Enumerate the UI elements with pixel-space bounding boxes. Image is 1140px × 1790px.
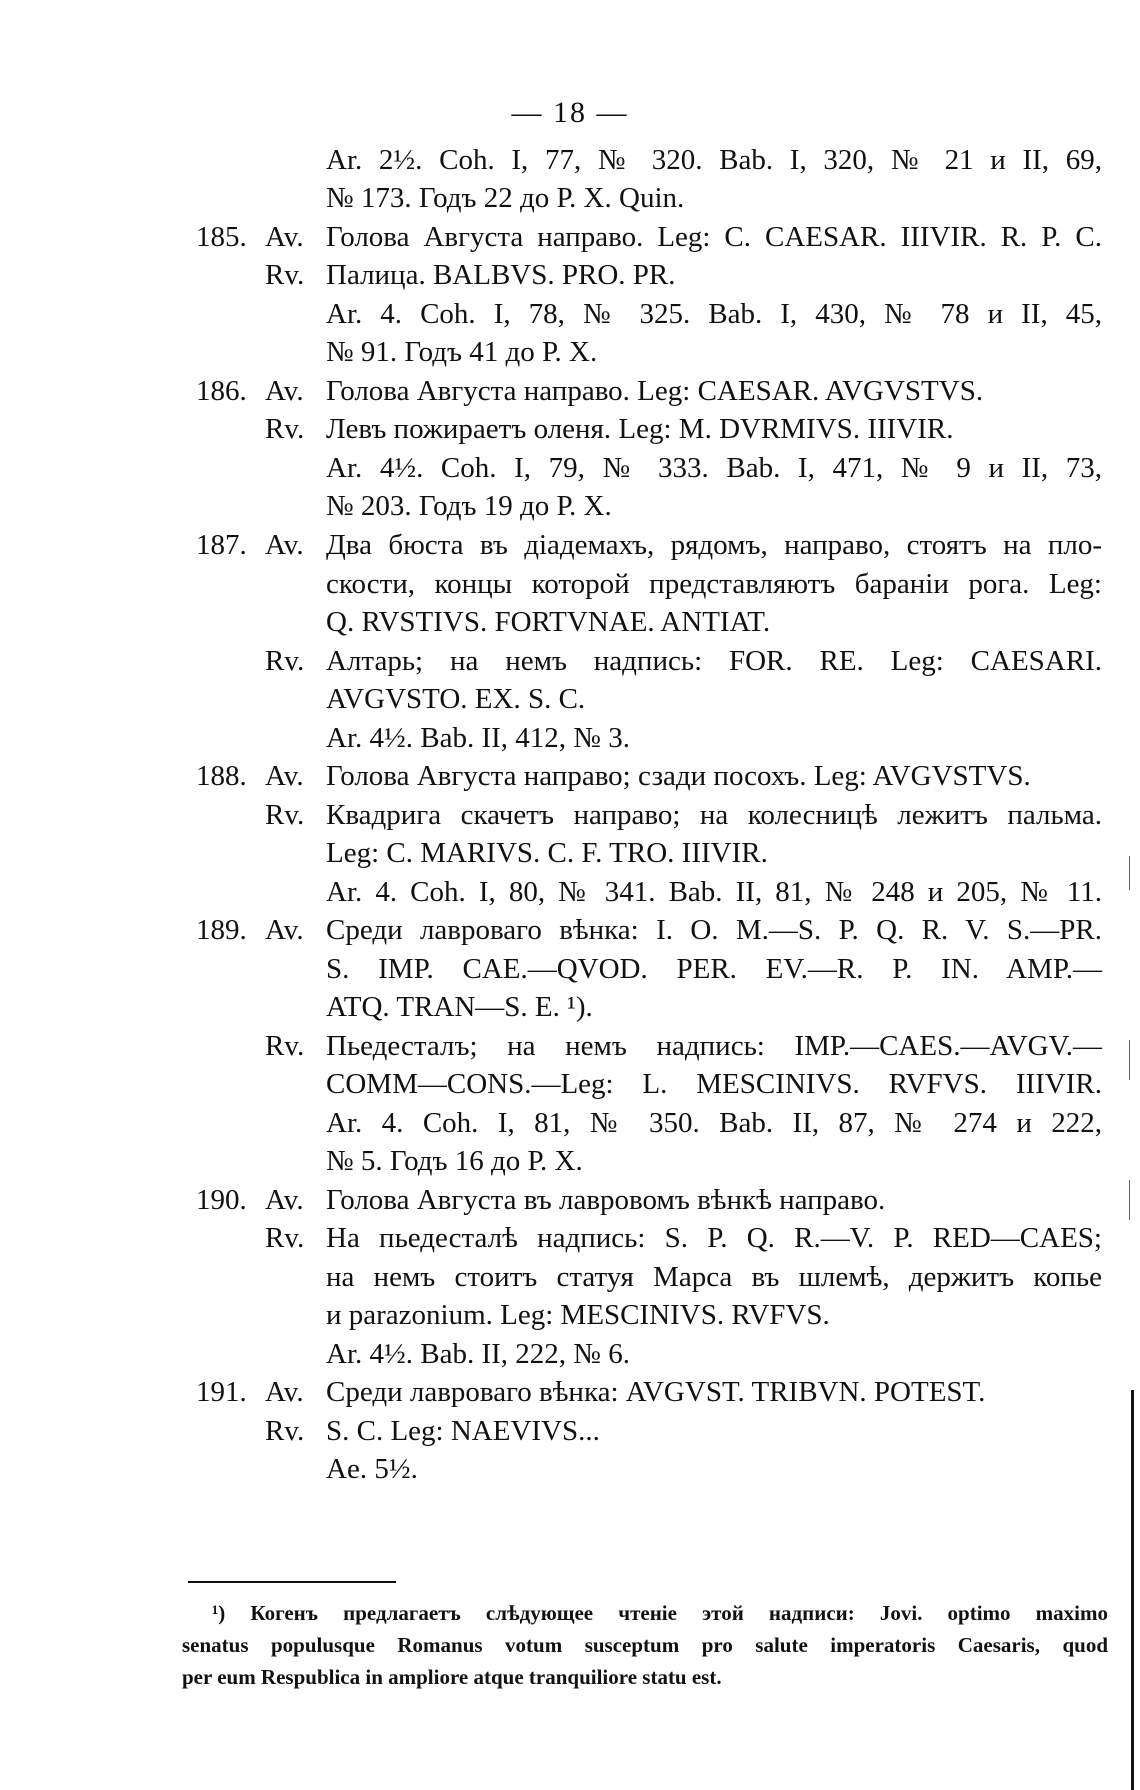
text-line: Среди лавроваго вѣнка: AVGVST. TRIBVN. POTEST. [326, 1376, 986, 1408]
text-line: Ae. 5½. [326, 1453, 418, 1485]
side-label: Rv. [265, 1030, 305, 1062]
entry-number: 189. [196, 914, 247, 946]
footnote-line: ¹) Когенъ предлагаетъ слѣдующее чтеніе этой надписи: Jovi. optimo maximo [212, 1601, 1108, 1625]
text-line: и parazonium. Leg: MESCINIVS. RVFVS. [326, 1299, 830, 1331]
page-edge-mark [1129, 1180, 1130, 1220]
text-line: Голова Августа направо. Leg: C. CAESAR. IIIVIR. R. P. C. [326, 221, 1102, 253]
text-line: Q. RVSTIVS. FORTVNAE. ANTIAT. [326, 606, 771, 638]
side-label: Av. [265, 375, 304, 407]
text-line: № 203. Годъ 19 до Р. X. [326, 490, 612, 522]
side-label: Rv. [265, 413, 305, 445]
footnote-rule [188, 1581, 396, 1583]
entry-number: 185. [196, 221, 247, 253]
text-line: S. IMP. CAE.—QVOD. PER. EV.—R. P. IN. AMP.— [326, 953, 1102, 985]
text-line: Ar. 4½. Bab. II, 222, № 6. [326, 1338, 630, 1370]
text-line: Алтарь; на немъ надпись: FOR. RE. Leg: CAESARI. [326, 645, 1102, 677]
side-label: Av. [265, 529, 304, 561]
text-line: Два бюста въ діадемахъ, рядомъ, направо, стоятъ на пло- [326, 529, 1102, 561]
text-line: № 5. Годъ 16 до Р. X. [326, 1145, 583, 1177]
text-line: Голова Августа направо; сзади посохъ. Leg: AVGVSTVS. [326, 760, 1031, 792]
text-line: Пьедесталъ; на немъ надпись: IMP.—CAES.—AVGV.— [326, 1030, 1102, 1062]
text-line: Среди лавроваго вѣнка: I. O. M.—S. P. Q. R. V. S.—PR. [326, 914, 1102, 946]
side-label: Av. [265, 914, 304, 946]
text-line: Палица. BALBVS. PRO. PR. [326, 259, 676, 291]
page-number: — 18 — [511, 96, 629, 129]
text-line: COMM—CONS.—Leg: L. MESCINIVS. RVFVS. IIIVIR. [326, 1068, 1102, 1100]
text-line: Квадрига скачетъ направо; на колесницѣ лежитъ пальма. [326, 799, 1102, 831]
text-line: На пьедесталѣ надпись: S. P. Q. R.—V. P. RED—CAES; [326, 1222, 1102, 1254]
side-label: Rv. [265, 799, 305, 831]
text-line: Голова Августа направо. Leg: CAESAR. AVGVSTVS. [326, 375, 984, 407]
footnote-line: per eum Respublica in ampliore atque tranquiliore statu est. [182, 1665, 722, 1689]
entry-number: 188. [196, 760, 247, 792]
text-line: Ar. 4½. Bab. II, 412, № 3. [326, 722, 630, 754]
text-line: ATQ. TRAN—S. E. ¹). [326, 991, 593, 1023]
text-line: скости, концы которой представляютъ бараніи рога. Leg: [326, 568, 1102, 600]
text-line: Ar. 4. Coh. I, 80, № 341. Bab. II, 81, № 248 и 205, № 11. [326, 876, 1102, 908]
text-line: AVGVSTO. EX. S. C. [326, 683, 586, 715]
side-label: Av. [265, 221, 304, 253]
text-line: Ar. 4. Coh. I, 81, № 350. Bab. II, 87, № 274 и 222, [326, 1107, 1102, 1139]
footnote-line: senatus populusque Romanus votum susceptum pro salute imperatoris Caesaris, quod [182, 1633, 1108, 1657]
entry-number: 190. [196, 1184, 247, 1216]
side-label: Rv. [265, 259, 305, 291]
side-label: Av. [265, 1376, 304, 1408]
text-line: Ar. 2½. Coh. I, 77, № 320. Bab. I, 320, № 21 и II, 69, [326, 144, 1102, 176]
side-label: Av. [265, 760, 304, 792]
text-line: № 173. Годъ 22 до Р. X. Quin. [326, 182, 685, 214]
text-line: Голова Августа въ лавровомъ вѣнкѣ направо. [326, 1184, 886, 1216]
side-label: Rv. [265, 1222, 305, 1254]
entry-number: 186. [196, 375, 247, 407]
page-edge-shadow [1131, 1390, 1134, 1790]
text-line: на немъ стоитъ статуя Марса въ шлемѣ, держитъ копье [326, 1261, 1102, 1293]
side-label: Av. [265, 1184, 304, 1216]
side-label: Rv. [265, 645, 305, 677]
text-line: Ar. 4. Coh. I, 78, № 325. Bab. I, 430, № 78 и II, 45, [326, 298, 1102, 330]
text-line: Leg: C. MARIVS. C. F. TRO. IIIVIR. [326, 837, 768, 869]
text-line: № 91. Годъ 41 до Р. X. [326, 336, 598, 368]
side-label: Rv. [265, 1415, 305, 1447]
page-edge-mark [1129, 1040, 1130, 1080]
text-line: Левъ пожираетъ оленя. Leg: M. DVRMIVS. IIIVIR. [326, 413, 954, 445]
text-line: Ar. 4½. Coh. I, 79, № 333. Bab. I, 471, № 9 и II, 73, [326, 452, 1102, 484]
text-line: S. C. Leg: NAEVIVS... [326, 1415, 600, 1447]
page-edge-mark [1129, 856, 1130, 890]
entry-number: 187. [196, 529, 247, 561]
entry-number: 191. [196, 1376, 247, 1408]
